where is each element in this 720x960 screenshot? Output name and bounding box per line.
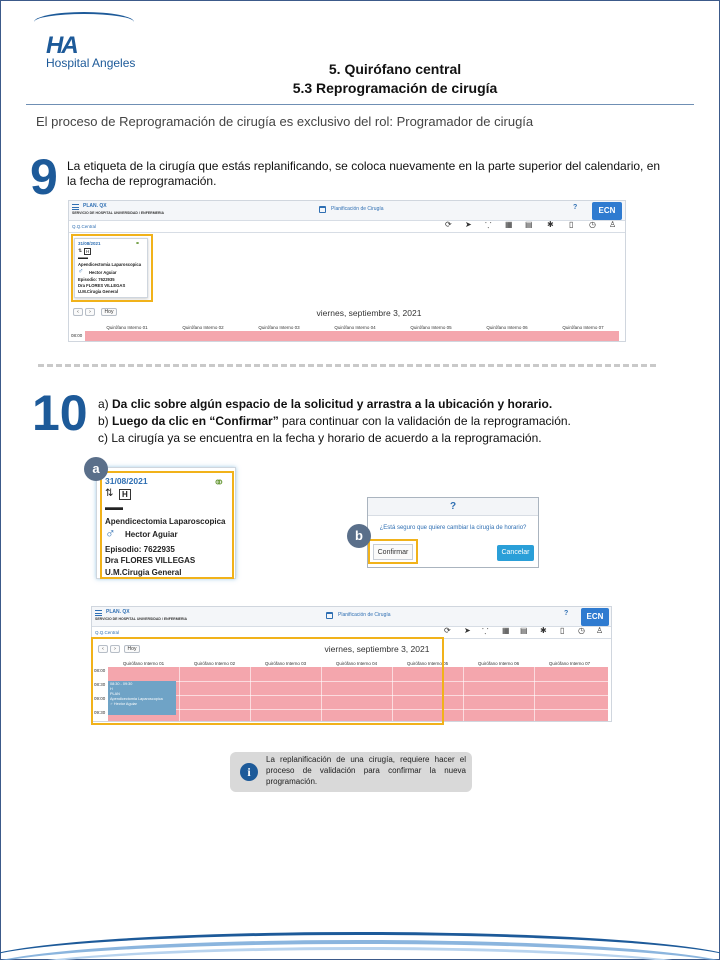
card-date: 31/08/2021 (78, 241, 101, 246)
app-title: Planificación de Cirugía (338, 612, 391, 618)
sort-icon: ⇅ (78, 248, 83, 254)
step-10-a-text: Da clic sobre algún espacio de la solicitud y arrastra a la ubicación y horario. (112, 397, 553, 411)
step-10-a (98, 396, 618, 413)
grid-line (463, 667, 464, 722)
step-10-b (98, 413, 618, 430)
logo-text: Hospital Angeles (46, 56, 136, 70)
time-label: 08:00 (71, 333, 83, 338)
column-header: Quirófano Interno 04 (334, 325, 376, 330)
ecn-logo: ECN (592, 202, 622, 220)
navigate-icon[interactable]: ➤ (465, 220, 472, 229)
prev-button[interactable]: ‹ (73, 308, 83, 316)
ecn-logo: ECN (581, 608, 609, 626)
column-header: Quirófano Interno 03 (258, 325, 300, 330)
column-header: Quirófano Interno 01 (122, 661, 165, 666)
card-zoom-highlight (100, 471, 234, 579)
event-procedure: Apendicectomia Laparoscopica (110, 697, 163, 701)
column-header: Quirófano Interno 06 (477, 661, 520, 666)
menu-icon[interactable] (72, 204, 79, 210)
badge-a: a (84, 457, 108, 481)
time-label: 09:00 (94, 696, 106, 701)
time-label: 08:30 (94, 682, 106, 687)
column-header: Quirófano Interno 02 (182, 325, 224, 330)
male-icon: ♂ (78, 268, 84, 275)
today-button[interactable]: Hoy (124, 645, 140, 653)
user-icon[interactable]: ♙ (596, 626, 604, 635)
card-procedure: Apendicectomia Laparoscopica (105, 517, 226, 526)
next-button[interactable]: › (85, 308, 95, 316)
card-procedure: Apendicectomia Laparoscopica (78, 262, 142, 267)
today-button[interactable]: Hoy (101, 308, 117, 316)
bed-icon: ▬▬ (105, 502, 123, 512)
app-header (92, 607, 611, 627)
refresh-icon[interactable]: ⟳ (445, 220, 452, 229)
dialog-title: ? (368, 498, 538, 516)
event-time: 08:30 - 09:30 (110, 682, 133, 686)
card-highlight (71, 234, 153, 302)
step-10-b-rest: para continuar con la validación de la reprogramación. (278, 414, 571, 428)
step-10-b-prefix: b) (98, 414, 113, 428)
column-header: Quirófano Interno 03 (264, 661, 307, 666)
app-header (69, 201, 625, 221)
next-button[interactable]: › (110, 645, 120, 653)
section-divider (38, 364, 656, 367)
column-header: Quirófano Interno 07 (562, 325, 604, 330)
grid-line (534, 667, 535, 722)
column-header: Quirófano Interno 05 (410, 325, 452, 330)
link-icon[interactable]: ⚭ (135, 241, 141, 247)
header-divider (26, 104, 694, 105)
confirm-highlight (368, 539, 418, 564)
document-icon[interactable]: ▯ (569, 220, 574, 229)
screenshot-step-9 (68, 200, 626, 342)
cancel-button[interactable]: Cancelar (497, 545, 534, 561)
event-patient-name: Hector Aguiar (113, 702, 137, 706)
sort-icon: ⇅ (105, 488, 114, 499)
hierarchy-icon[interactable]: ⸪ (485, 221, 492, 230)
info-note-text: La replanificación de una cirugía, requiere hacer el proceso de validación para confirmar la nueva programación. (266, 755, 466, 786)
badge-b: b (347, 524, 371, 548)
intro-text: El proceso de Reprogramación de cirugía es exclusivo del rol: Programador de cirugía (36, 114, 534, 129)
section-title: 5. Quirófano central (328, 61, 462, 77)
section-subtitle: 5.3 Reprogramación de cirugía (292, 80, 498, 96)
step-9-number: 9 (30, 149, 58, 205)
step-10-text (98, 396, 618, 447)
h-badge: H (86, 249, 90, 254)
document-icon[interactable]: ▯ (560, 626, 565, 635)
clock-icon[interactable]: ◷ (578, 626, 585, 635)
calendar-icon (319, 206, 326, 213)
time-label: 08:00 (94, 668, 106, 673)
card-date: 31/08/2021 (105, 476, 148, 486)
dialog-message: ¿Está seguro que quiere cambiar la cirugía de horario? (379, 525, 527, 531)
male-icon: ♂ (105, 525, 116, 541)
refresh-icon[interactable]: ⟳ (444, 626, 451, 635)
clock-icon[interactable]: ◷ (589, 220, 596, 229)
location-label: Q.Q.Central (95, 630, 120, 635)
event-h: H (110, 687, 113, 691)
confirm-button[interactable]: Confirmar (373, 544, 413, 560)
card-patient: Hector Aguiar (89, 270, 117, 275)
column-header: Quirófano Interno 04 (335, 661, 378, 666)
location-label: Q.Q.Central (72, 224, 97, 229)
step-9-text: La etiqueta de la cirugía que estás replanificando, se coloca nuevamente en la parte superior del calendario, en la fecha de reprogramación. (67, 159, 661, 188)
bed-icon: ▬▬ (78, 255, 88, 261)
card-patient: Hector Aguiar (125, 530, 178, 539)
column-header: Quirófano Interno 06 (486, 325, 528, 330)
navigate-icon[interactable]: ➤ (464, 626, 471, 635)
card-unit: U.M.Cirugia General (105, 568, 182, 577)
h-badge: H (119, 489, 131, 500)
calendar-date: viernes, septiembre 3, 2021 (324, 644, 430, 654)
calendar-grid-icon[interactable]: ▦ (505, 220, 513, 229)
step-10-c: c) La cirugía ya se encuentra en la fecha y horario de acuerdo a la reprogramación. (98, 431, 542, 445)
time-label: 09:30 (94, 710, 106, 715)
info-icon: i (240, 763, 258, 781)
export-icon[interactable]: ▤ (525, 220, 533, 229)
schedule-highlight (91, 637, 444, 725)
card-episode: Episodio: 7622935 (78, 277, 115, 282)
calendar-date: viernes, septiembre 3, 2021 (316, 308, 422, 318)
app-title: Planificación de Cirugía (331, 206, 384, 212)
logo-arc (34, 12, 134, 32)
card-episode: Episodio: 7622935 (105, 545, 175, 554)
card-unit: U.M.Cirugia General (78, 289, 119, 294)
step-10-number: 10 (32, 385, 88, 441)
export-icon[interactable]: ▤ (520, 626, 528, 635)
toolbar (69, 221, 625, 233)
app-subtitle: SERVICIO DE HOSPITAL UNIVERSIDAD / ENFERMERIA (95, 617, 187, 621)
app-subtitle: SERVICIO DE HOSPITAL UNIVERSIDAD / ENFERMERIA (72, 211, 164, 215)
card-doctor: Dra FLORES VILLEGAS (105, 556, 196, 565)
step-10-b-bold: Luego da clic en “Confirmar” (112, 414, 279, 428)
calendar-grid-icon[interactable]: ▦ (502, 626, 510, 635)
user-icon[interactable]: ♙ (609, 220, 617, 229)
column-header: Quirófano Interno 02 (193, 661, 236, 666)
schedule-grid[interactable] (85, 331, 619, 341)
column-header: Quirófano Interno 05 (406, 661, 449, 666)
card-doctor: Dra FLORES VILLEGAS (78, 283, 126, 288)
hospital-logo: HA (46, 32, 77, 59)
settings-icon[interactable]: ✱ (540, 626, 547, 635)
calendar-icon (326, 612, 333, 619)
event-label: PLAN (110, 692, 120, 696)
menu-icon[interactable] (95, 610, 102, 616)
app-brand: PLAN. QX (83, 203, 107, 209)
link-icon[interactable]: ⚭ (213, 474, 225, 490)
settings-icon[interactable]: ✱ (547, 220, 554, 229)
prev-button[interactable]: ‹ (98, 645, 108, 653)
column-header: Quirófano Interno 07 (548, 661, 591, 666)
column-header: Quirófano Interno 01 (106, 325, 148, 330)
hierarchy-icon[interactable]: ⸪ (482, 627, 489, 636)
help-icon[interactable]: ? (564, 610, 569, 617)
male-icon: ♂ (110, 702, 114, 706)
step-10-a-prefix: a) (98, 397, 113, 411)
help-icon[interactable]: ? (573, 204, 578, 211)
info-note (230, 752, 472, 792)
app-brand: PLAN. QX (106, 609, 130, 615)
